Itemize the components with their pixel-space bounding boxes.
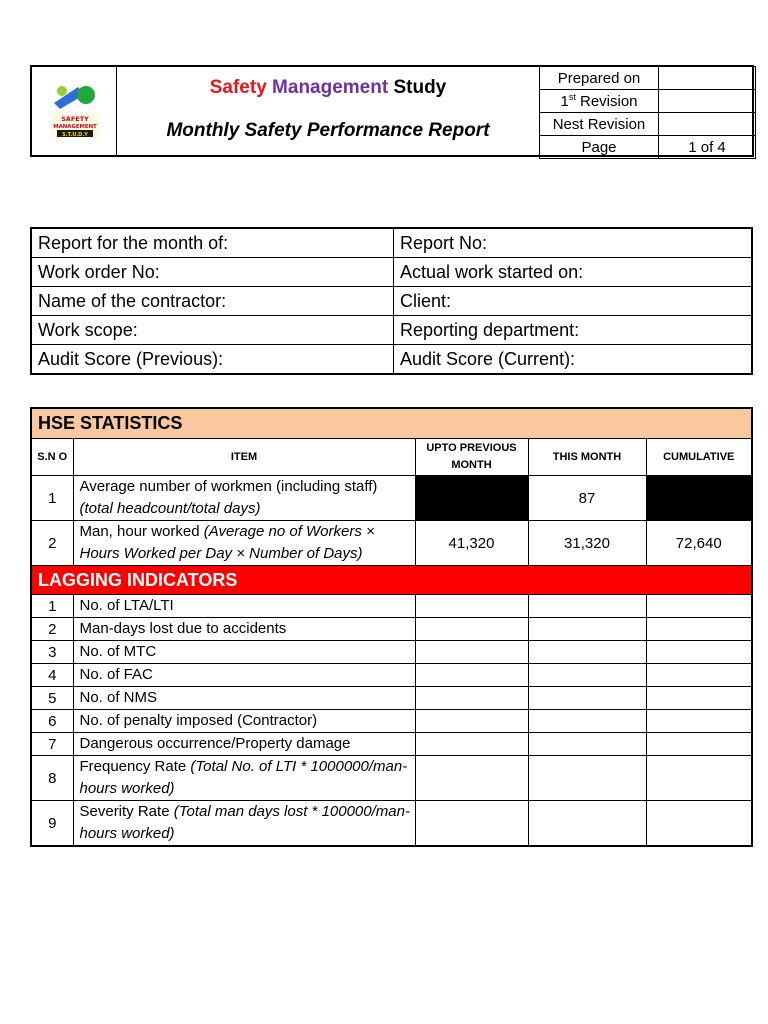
lagging-indicators-title: LAGGING INDICATORS — [31, 566, 752, 595]
row-item: Man, hour worked (Average no of Workers × Hours Worked per Day × Number of Days) — [73, 521, 415, 566]
meta-value — [659, 67, 756, 90]
hse-statistics-title: HSE STATISTICS — [31, 408, 752, 439]
table-row — [31, 641, 752, 664]
info-field: Report No: — [394, 228, 753, 258]
meta-row-prepared — [540, 67, 756, 90]
row-this-month — [528, 641, 646, 664]
info-field: Reporting department: — [394, 316, 753, 345]
row-item: Average number of workmen (including staff) (total headcount/total days) — [73, 476, 415, 521]
brand-word-study: Study — [393, 77, 447, 98]
row-prev-month — [415, 595, 528, 618]
row-this-month — [528, 710, 646, 733]
row-prev-blocked — [415, 476, 528, 521]
row-sno: 7 — [31, 733, 73, 756]
report-header — [30, 65, 754, 157]
hse-section-header — [31, 408, 752, 439]
info-field: Audit Score (Current): — [394, 345, 753, 375]
report-title: Monthly Safety Performance Report — [166, 120, 490, 141]
table-row — [31, 595, 752, 618]
col-header-sno: S.N O — [31, 439, 73, 476]
meta-label: Page — [540, 136, 659, 159]
row-cumulative: 72,640 — [646, 521, 752, 566]
safety-management-logo — [48, 81, 102, 141]
col-header-item: ITEM — [73, 439, 415, 476]
svg-text:S.T.U.D.Y: S.T.U.D.Y — [62, 132, 88, 138]
meta-label: 1st Revision — [540, 90, 659, 113]
row-cumulative — [646, 710, 752, 733]
row-prev-month — [415, 756, 528, 801]
meta-label: Prepared on — [540, 67, 659, 90]
svg-text:MANAGEMENT: MANAGEMENT — [53, 124, 97, 130]
row-item: No. of penalty imposed (Contractor) — [73, 710, 415, 733]
row-item: Man-days lost due to accidents — [73, 618, 415, 641]
row-sno: 1 — [31, 476, 73, 521]
meta-value — [659, 113, 756, 136]
table-row — [31, 756, 752, 801]
row-cumulative-blocked — [646, 476, 752, 521]
info-row — [31, 258, 752, 287]
info-field: Audit Score (Previous): — [31, 345, 394, 375]
title-cell — [117, 67, 540, 155]
col-header-this: THIS MONTH — [528, 439, 646, 476]
info-row — [31, 345, 752, 375]
info-field: Client: — [394, 287, 753, 316]
row-cumulative — [646, 664, 752, 687]
row-prev-month — [415, 664, 528, 687]
row-item: No. of FAC — [73, 664, 415, 687]
row-item: Dangerous occurrence/Property damage — [73, 733, 415, 756]
row-this-month — [528, 801, 646, 847]
row-prev-month — [415, 618, 528, 641]
document-meta-table — [539, 66, 756, 159]
row-prev-month — [415, 801, 528, 847]
row-prev-month — [415, 641, 528, 664]
brand-title — [117, 76, 539, 100]
row-cumulative — [646, 641, 752, 664]
row-prev-month — [415, 733, 528, 756]
meta-label: Nest Revision — [540, 113, 659, 136]
row-sno: 9 — [31, 801, 73, 847]
row-sno: 6 — [31, 710, 73, 733]
meta-row-nest-revision — [540, 113, 756, 136]
info-field: Actual work started on: — [394, 258, 753, 287]
logo-cell — [32, 67, 117, 155]
info-field: Work scope: — [31, 316, 394, 345]
table-row — [31, 687, 752, 710]
row-cumulative — [646, 687, 752, 710]
row-this-month — [528, 687, 646, 710]
row-prev-month — [415, 687, 528, 710]
row-item: Frequency Rate (Total No. of LTI * 1000000/man-hours worked) — [73, 756, 415, 801]
meta-value — [659, 90, 756, 113]
row-sno: 8 — [31, 756, 73, 801]
row-item: Severity Rate (Total man days lost * 100000/man-hours worked) — [73, 801, 415, 847]
row-this-month — [528, 664, 646, 687]
row-this-month — [528, 756, 646, 801]
row-this-month — [528, 595, 646, 618]
row-cumulative — [646, 733, 752, 756]
table-row — [31, 521, 752, 566]
info-field: Work order No: — [31, 258, 394, 287]
table-row — [31, 664, 752, 687]
col-header-cum: CUMULATIVE — [646, 439, 752, 476]
table-row — [31, 733, 752, 756]
row-this-month: 87 — [528, 476, 646, 521]
row-prev-month: 41,320 — [415, 521, 528, 566]
table-row — [31, 618, 752, 641]
info-row — [31, 287, 752, 316]
row-sno: 2 — [31, 521, 73, 566]
row-item: No. of MTC — [73, 641, 415, 664]
row-prev-month — [415, 710, 528, 733]
row-item: No. of LTA/LTI — [73, 595, 415, 618]
row-sno: 5 — [31, 687, 73, 710]
svg-text:SAFETY: SAFETY — [61, 115, 89, 123]
row-sno: 2 — [31, 618, 73, 641]
meta-row-first-revision — [540, 90, 756, 113]
row-sno: 1 — [31, 595, 73, 618]
info-field: Name of the contractor: — [31, 287, 394, 316]
row-sno: 4 — [31, 664, 73, 687]
hse-statistics-table — [30, 407, 753, 847]
info-row — [31, 228, 752, 258]
lagging-section-header — [31, 566, 752, 595]
brand-word-safety: Safety — [209, 77, 267, 98]
row-item: No. of NMS — [73, 687, 415, 710]
col-header-prev: UPTO PREVIOUS MONTH — [415, 439, 528, 476]
row-cumulative — [646, 801, 752, 847]
row-sno: 3 — [31, 641, 73, 664]
column-header-row — [31, 439, 752, 476]
row-this-month — [528, 733, 646, 756]
brand-word-management: Management — [272, 77, 389, 98]
info-field: Report for the month of: — [31, 228, 394, 258]
table-row — [31, 476, 752, 521]
meta-value: 1 of 4 — [659, 136, 756, 159]
row-cumulative — [646, 595, 752, 618]
info-row — [31, 316, 752, 345]
meta-row-page — [540, 136, 756, 159]
row-cumulative — [646, 756, 752, 801]
row-cumulative — [646, 618, 752, 641]
table-row — [31, 801, 752, 847]
report-info-table — [30, 227, 753, 375]
table-row — [31, 710, 752, 733]
row-this-month — [528, 618, 646, 641]
row-this-month: 31,320 — [528, 521, 646, 566]
